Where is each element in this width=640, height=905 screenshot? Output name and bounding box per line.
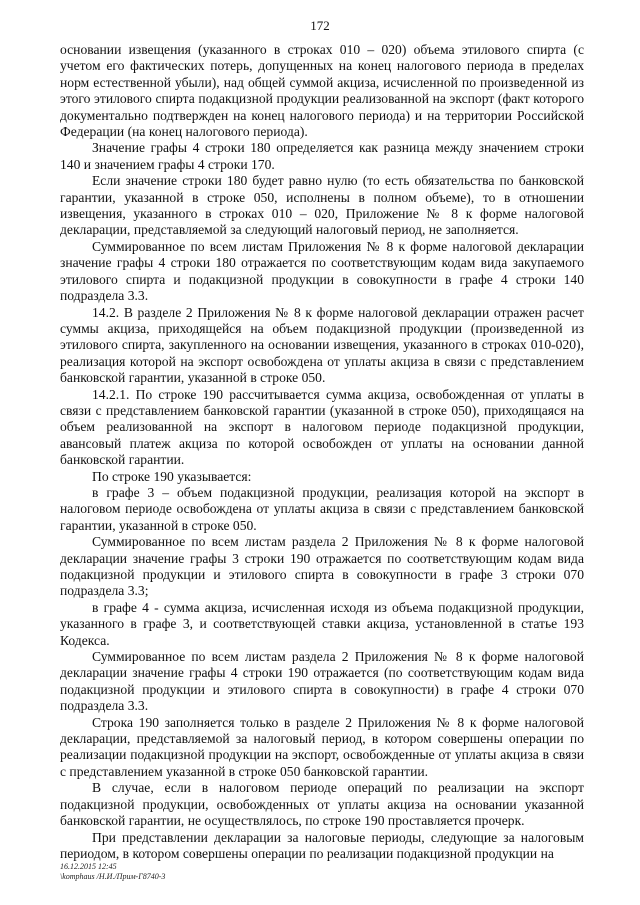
- footer-timestamp: 16.12.2015 12:45: [60, 862, 117, 871]
- paragraph-4: Суммированное по всем листам Приложения № 8 к форме налоговой декларации значение графы 4 строки 180 отражается по соответствующим кодам вида закупаемого этилового спирта и подакцизной продукции в совокупности в графе 4 строки 140 подраздела 3.3.: [60, 238, 584, 304]
- paragraph-10: в графе 4 - сумма акциза, исчисленная исходя из объема подакцизной продукции, указанного в графе 3, и соответствующей ставки акциза, установленной в статье 193 Кодекса.: [60, 599, 584, 648]
- paragraph-8: в графе 3 – объем подакцизной продукции, реализация которой на экспорт в налоговом периоде освобождена от уплаты акциза в связи с представлением банковской гарантии, указанной в строке 050.: [60, 484, 584, 533]
- paragraph-14: При представлении декларации за налоговые периоды, следующие за налоговым периодом, в котором совершены операции по реализации подакцизной продукции на: [60, 829, 584, 861]
- footer-file-path: \komphaus /Н.И./Прим-Г8740-3: [60, 872, 166, 881]
- page-number: 172: [310, 18, 330, 33]
- paragraph-5: 14.2. В разделе 2 Приложения № 8 к форме налоговой декларации отражен расчет суммы акциза, приходящейся на объем подакцизной продукции (произведенной из этилового спирта, закупленного на основании извещения, указанного в строках 010-020), реализация которой на экспорт освобождена от уплаты акциза в связи с представлением банковской гарантии, указанной в строке 050.: [60, 304, 584, 386]
- paragraph-3: Если значение строки 180 будет равно нулю (то есть обязательства по банковской гарантии, указанной в строке 050, исполнены в полном объеме), то в отношении извещения, указанного в строках 010 – 020, Приложение № 8 к форме налоговой декларации, представляемой за следующий налоговый период, не заполняется.: [60, 173, 584, 238]
- paragraph-7: По строке 190 указывается:: [92, 468, 252, 484]
- document-body: [60, 42, 584, 862]
- paragraph-2: Значение графы 4 строки 180 определяется как разница между значением строки 140 и значением графы 4 строки 170.: [60, 140, 584, 172]
- paragraph-13: В случае, если в налоговом периоде операций по реализации на экспорт подакцизной продукции, освобожденных от уплаты акциза на основании указанной банковской гарантии, не осуществлялось, по строке 190 проставляется прочерк.: [60, 780, 584, 829]
- paragraph-1: основании извещения (указанного в строках 010 – 020) объема этилового спирта (с учетом его фактических потерь, допущенных на конец налогового периода в пределах норм естественной убыли), над общей суммой акциза, исчисленной по произведенной из этого этилового спирта подакцизной продукции реализованной на экспорт (факт которого документально подтвержден на конец налогового периода) и на территории Российской Федерации (на конец налогового периода).: [60, 42, 584, 140]
- footer: [60, 862, 165, 882]
- paragraph-11: Суммированное по всем листам раздела 2 Приложения № 8 к форме налоговой декларации значение графы 4 строки 190 отражается (по соответствующим кодам вида подакцизной продукции и этилового спирта в совокупности) в графе 4 строки 070 подраздела 3.3.: [60, 649, 584, 714]
- paragraph-9: Суммированное по всем листам раздела 2 Приложения № 8 к форме налоговой декларации значение графы 3 строки 190 отражается по соответствующим кодам вида подакцизной продукции и этилового спирта в совокупности в графе 3 строки 070 подраздела 3.3;: [60, 534, 584, 599]
- paragraph-6: 14.2.1. По строке 190 рассчитывается сумма акциза, освобожденная от уплаты в связи с представлением банковской гарантии (указанной в строке 050), приходящаяся на объем реализованной на экспорт в налоговом периоде подакцизной продукции, авансовый платеж акциза по которой освобожден от уплаты на основании данной банковской гарантии.: [60, 386, 584, 468]
- paragraph-12: Строка 190 заполняется только в разделе 2 Приложения № 8 к форме налоговой декларации, представляемой за налоговый период, в котором совершены операции по реализации подакцизной продукции на экспорт, освобожденные от уплаты акциза в связи с представлением указанной в строке 050 банковской гарантии.: [60, 714, 584, 779]
